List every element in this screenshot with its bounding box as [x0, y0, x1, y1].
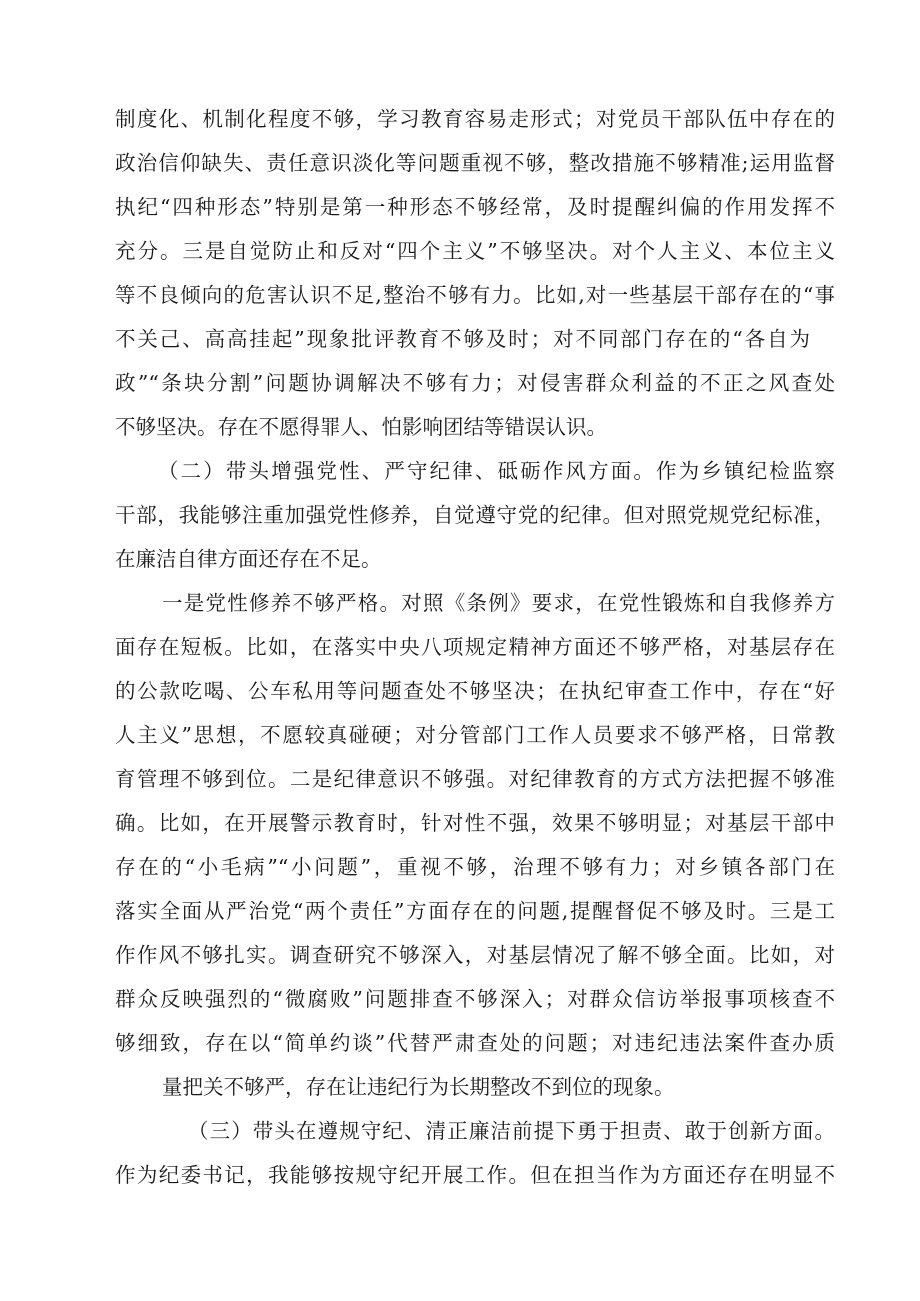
section-heading-2: （二）带头增强党性、严守纪律、砥砺作风方面。作为乡镇纪检监察: [158, 459, 835, 483]
text-line: 干部，我能够注重加强党性修养，自觉遵守党的纪律。但对照党规党纪标准，: [115, 503, 835, 527]
text-line: 量把关不够严，存在让违纪行为长期整改不到位的现象。: [162, 1075, 675, 1099]
text-line: 的公款吃喝、公车私用等问题查处不够坚决；在执纪审查工作中，存在“好: [115, 679, 835, 703]
text-line: 充分。三是自觉防止和反对“四个主义”不够坚决。对个人主义、本位主义: [115, 239, 835, 263]
text-line: 存在的“小毛病”“小问题”，重视不够，治理不够有力；对乡镇各部门在: [115, 855, 835, 879]
text-line: 作作风不够扎实。调查研究不够深入，对基层情况了解不够全面。比如，对: [115, 943, 835, 967]
text-line: 在廉洁自律方面还存在不足。: [115, 547, 382, 571]
text-line: 够细致，存在以“简单约谈”代替严肃查处的问题；对违纪违法案件查办质: [115, 1031, 835, 1055]
text-line: 等不良倾向的危害认识不足,整治不够有力。比如,对一些基层干部存在的“事: [115, 283, 835, 307]
text-line: 作为纪委书记，我能够按规守纪开展工作。但在担当作为方面还存在明显不: [115, 1163, 835, 1187]
text-line: 不关己、高高挂起”现象批评教育不够及时；对不同部门存在的“各自为: [115, 327, 810, 351]
text-line: 执纪“四种形态”特别是第一种形态不够经常，及时提醒纠偏的作用发挥不: [115, 195, 835, 219]
text-line: 制度化、机制化程度不够，学习教育容易走形式；对党员干部队伍中存在的: [115, 107, 835, 131]
text-line: 人主义”思想，不愿较真碰硬；对分管部门工作人员要求不够严格，日常教: [115, 723, 835, 747]
text-line: 政”“条块分割”问题协调解决不够有力；对侵害群众利益的不正之风查处: [115, 371, 835, 395]
text-line: 确。比如，在开展警示教育时，针对性不强，效果不够明显；对基层干部中: [115, 811, 835, 835]
text-line: 不够坚决。存在不愿得罪人、怕影响团结等错误认识。: [115, 415, 607, 439]
text-line: 政治信仰缺失、责任意识淡化等问题重视不够，整改措施不够精准;运用监督: [115, 151, 835, 175]
text-line: 一是党性修养不够严格。对照《条例》要求，在党性锻炼和自我修养方: [162, 591, 835, 615]
text-line: 群众反映强烈的“微腐败”问题排查不够深入；对群众信访举报事项核查不: [115, 987, 835, 1011]
text-line: 面存在短板。比如，在落实中央八项规定精神方面还不够严格，对基层存在: [115, 635, 835, 659]
text-line: 育管理不够到位。二是纪律意识不够强。对纪律教育的方式方法把握不够准: [115, 767, 835, 791]
text-line: 落实全面从严治党“两个责任”方面存在的问题,提醒督促不够及时。三是工: [115, 899, 835, 923]
section-heading-3: （三）带头在遵规守纪、清正廉洁前提下勇于担责、敢于创新方面。: [188, 1119, 835, 1143]
